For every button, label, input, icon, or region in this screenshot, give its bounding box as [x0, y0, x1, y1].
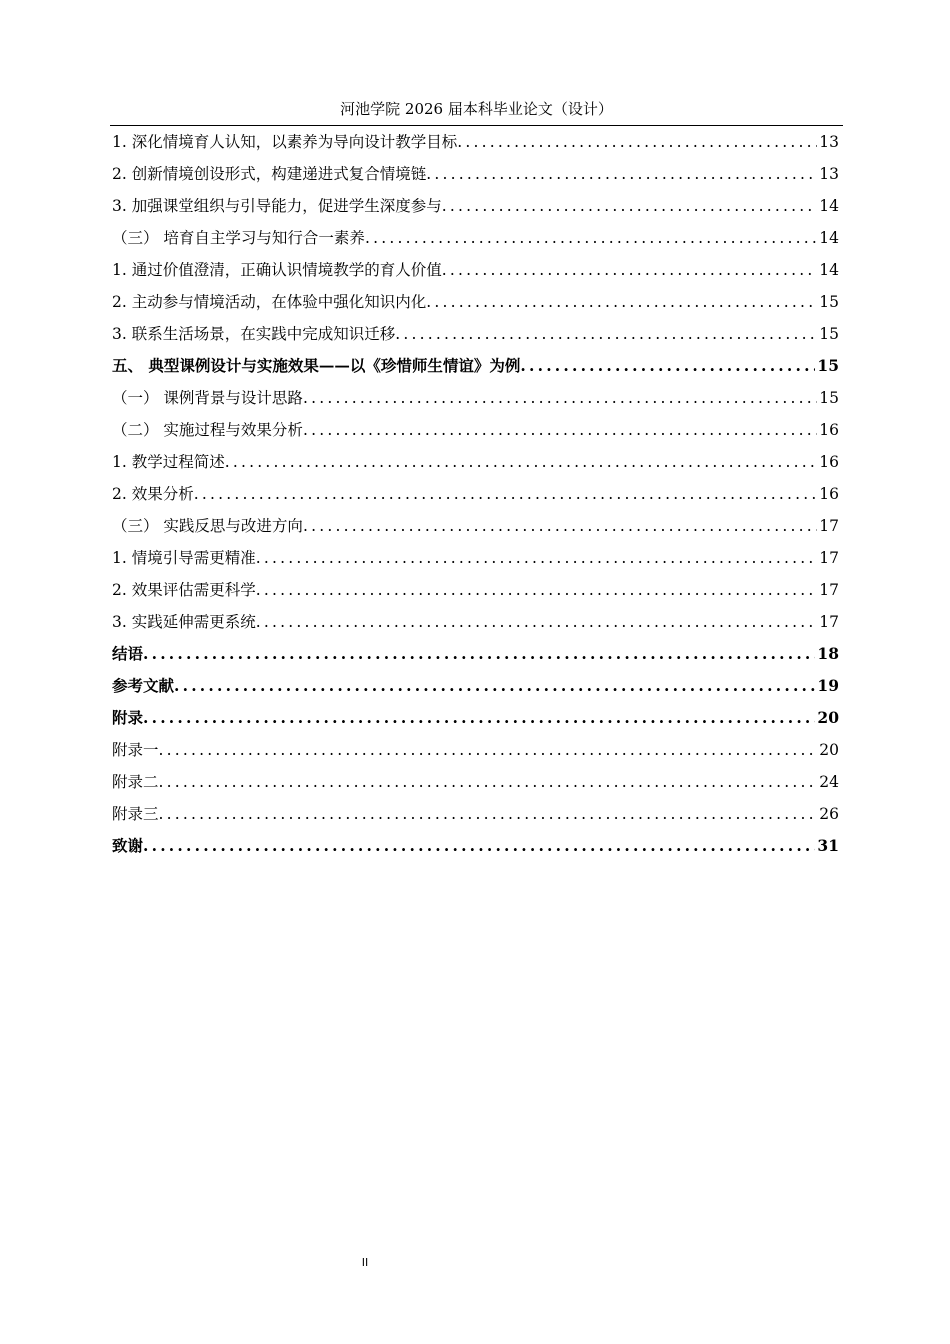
toc-entry-page: 24: [819, 773, 839, 791]
toc-entry-page: 16: [819, 421, 839, 439]
toc-entry[interactable]: [112, 542, 839, 574]
toc-dot-leader: [303, 382, 817, 414]
toc-entry-title: （二） 实施过程与效果分析: [112, 421, 303, 439]
toc-entry-title: （三） 培育自主学习与知行合一素养: [112, 229, 365, 247]
toc-dot-leader: [194, 478, 818, 510]
toc-entry[interactable]: [112, 190, 839, 222]
toc-entry-title: 致谢: [112, 836, 144, 855]
toc-entry-title: 2. 效果分析: [112, 485, 194, 503]
toc-entry-title: 附录二: [112, 773, 159, 791]
toc-entry-title: 2. 主动参与情境活动，在体验中强化知识内化: [112, 293, 427, 311]
toc-entry-page: 20: [819, 741, 839, 759]
toc-entry-page: 14: [819, 197, 839, 215]
toc-entry[interactable]: [112, 382, 839, 414]
toc-entry-title: 1. 教学过程简述: [112, 453, 225, 471]
toc-entry-title: 五、 典型课例设计与实施效果——以《珍惜师生情谊》为例: [112, 356, 521, 375]
toc-entry-title: 2. 创新情境创设形式，构建递进式复合情境链: [112, 165, 427, 183]
toc-dot-leader: [159, 766, 818, 798]
page-header: [110, 96, 843, 126]
toc-dot-leader: [426, 158, 817, 190]
toc-entry-title: （三） 实践反思与改进方向: [112, 517, 303, 535]
toc-dot-leader: [143, 830, 815, 862]
toc-entry[interactable]: [112, 830, 839, 862]
toc-entry-page: 26: [819, 805, 839, 823]
toc-entry-title: 参考文献: [112, 676, 175, 695]
toc-entry[interactable]: [112, 670, 839, 702]
toc-entry[interactable]: [112, 126, 839, 158]
toc-entry[interactable]: [112, 350, 839, 382]
header-title: 河池学院 2026 届本科毕业论文（设计）: [340, 100, 613, 118]
toc-entry-page: 13: [819, 133, 839, 151]
toc-dot-leader: [174, 670, 815, 702]
toc-dot-leader: [442, 190, 818, 222]
toc-dot-leader: [442, 254, 818, 286]
toc-entry-page: 15: [819, 389, 839, 407]
toc-entry[interactable]: [112, 734, 839, 766]
toc-entry-page: 18: [817, 644, 839, 663]
toc-entry[interactable]: [112, 158, 839, 190]
toc-entry-page: 31: [817, 836, 839, 855]
toc-entry-page: 15: [819, 293, 839, 311]
toc-entry[interactable]: [112, 574, 839, 606]
toc-entry[interactable]: [112, 446, 839, 478]
toc-dot-leader: [256, 606, 818, 638]
toc-dot-leader: [457, 126, 817, 158]
toc-dot-leader: [303, 414, 817, 446]
toc-entry-title: 附录一: [112, 741, 159, 759]
toc-entry-title: 附录三: [112, 805, 159, 823]
toc-entry[interactable]: [112, 606, 839, 638]
toc-entry[interactable]: [112, 222, 839, 254]
toc-entry[interactable]: [112, 318, 839, 350]
page-number: II: [361, 1256, 369, 1269]
toc-dot-leader: [143, 638, 815, 670]
toc-entry-page: 17: [819, 613, 839, 631]
toc-entry-title: 3. 联系生活场景，在实践中完成知识迁移: [112, 325, 396, 343]
toc-entry[interactable]: [112, 414, 839, 446]
toc-entry-page: 16: [819, 485, 839, 503]
toc-entry-page: 17: [819, 549, 839, 567]
toc-entry-title: 2. 效果评估需更科学: [112, 581, 256, 599]
toc-entry-page: 16: [819, 453, 839, 471]
toc-dot-leader: [303, 510, 817, 542]
toc-dot-leader: [365, 222, 817, 254]
table-of-contents: [112, 126, 839, 862]
toc-entry-page: 14: [819, 261, 839, 279]
toc-entry-page: 20: [817, 708, 839, 727]
toc-entry-title: 1. 情境引导需更精准: [112, 549, 256, 567]
toc-entry-title: 1. 通过价值澄清，正确认识情境教学的育人价值: [112, 261, 442, 279]
toc-entry-page: 13: [819, 165, 839, 183]
toc-entry-page: 17: [819, 517, 839, 535]
toc-entry-page: 17: [819, 581, 839, 599]
toc-entry-title: 附录: [112, 708, 144, 727]
toc-entry-title: （一） 课例背景与设计思路: [112, 389, 303, 407]
toc-entry[interactable]: [112, 702, 839, 734]
toc-entry[interactable]: [112, 798, 839, 830]
toc-dot-leader: [395, 318, 817, 350]
toc-entry[interactable]: [112, 254, 839, 286]
toc-entry-title: 结语: [112, 644, 144, 663]
toc-entry-title: 3. 加强课堂组织与引导能力，促进学生深度参与: [112, 197, 442, 215]
toc-dot-leader: [426, 286, 817, 318]
toc-dot-leader: [159, 734, 818, 766]
toc-entry[interactable]: [112, 478, 839, 510]
toc-entry-page: 19: [817, 676, 839, 695]
toc-dot-leader: [256, 542, 818, 574]
toc-dot-leader: [225, 446, 818, 478]
toc-entry[interactable]: [112, 638, 839, 670]
toc-dot-leader: [159, 798, 818, 830]
toc-entry-page: 14: [819, 229, 839, 247]
toc-entry[interactable]: [112, 286, 839, 318]
toc-entry-title: 3. 实践延伸需更系统: [112, 613, 256, 631]
toc-entry-title: 1. 深化情境育人认知，以素养为导向设计教学目标: [112, 133, 458, 151]
toc-dot-leader: [143, 702, 815, 734]
toc-dot-leader: [256, 574, 818, 606]
toc-entry-page: 15: [819, 325, 839, 343]
toc-entry-page: 15: [817, 356, 839, 375]
toc-entry[interactable]: [112, 766, 839, 798]
toc-entry[interactable]: [112, 510, 839, 542]
toc-dot-leader: [520, 350, 815, 382]
